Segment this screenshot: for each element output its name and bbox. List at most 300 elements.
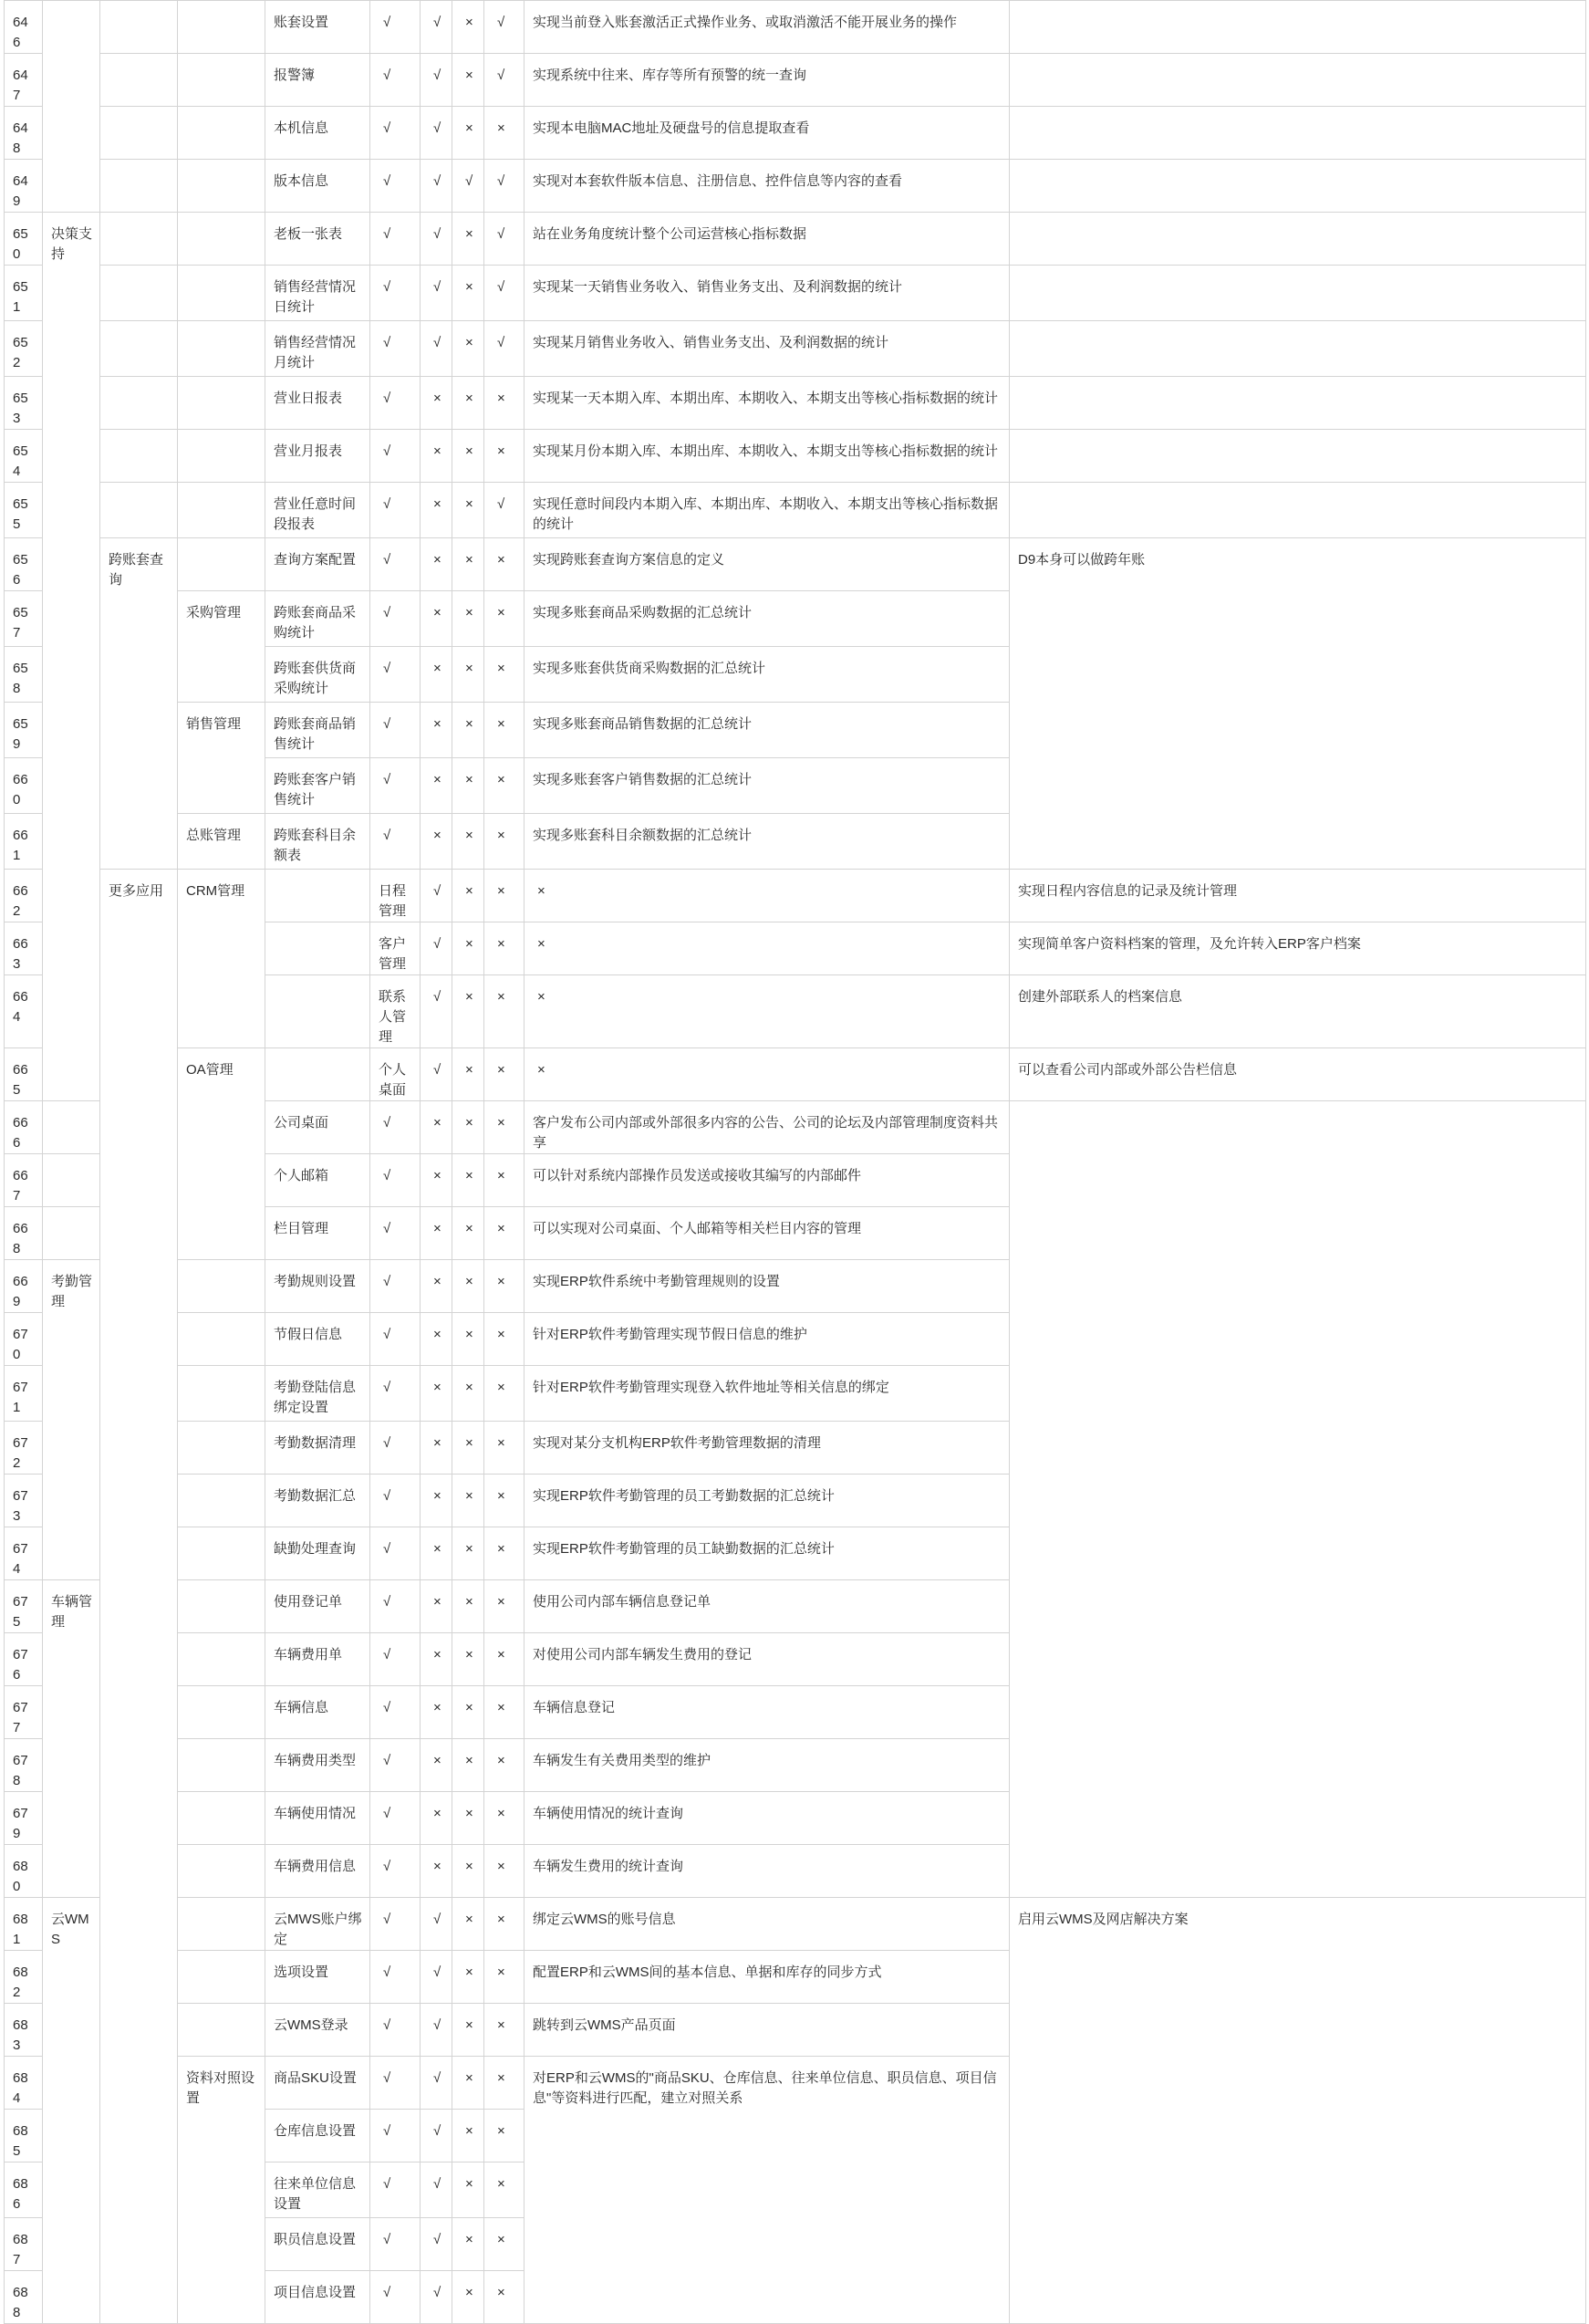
- remark-cell: [1010, 1, 1586, 54]
- mark-col3: ×: [484, 975, 524, 1048]
- category-cell: 更多应用: [100, 870, 178, 2324]
- mark-col3: ×: [452, 1366, 484, 1422]
- mark-col3: ×: [452, 814, 484, 870]
- mark-col4: ×: [484, 1260, 524, 1313]
- feature-name: 公司桌面: [265, 1101, 370, 1154]
- feature-description: 实现系统中往来、库存等所有预警的统一查询: [524, 54, 1010, 107]
- remark-cell: [1010, 430, 1586, 483]
- feature-name: 版本信息: [265, 160, 370, 213]
- feature-name: 使用登记单: [265, 1580, 370, 1633]
- mark-col2: ×: [452, 975, 484, 1048]
- mark-col2: ×: [421, 377, 452, 430]
- mark-col1: √: [370, 1207, 421, 1260]
- table-row: [5, 54, 1586, 107]
- row-number: 685: [5, 2110, 43, 2162]
- feature-description: 使用公司内部车辆信息登记单: [524, 1580, 1010, 1633]
- mark-col2: √: [421, 2110, 452, 2162]
- mark-col1: √: [370, 703, 421, 758]
- module-cell: [100, 321, 178, 377]
- table-row: [5, 107, 1586, 160]
- mark-col2: √: [421, 213, 452, 266]
- mark-col3: ×: [452, 107, 484, 160]
- module-cell: [100, 107, 178, 160]
- mark-col2: ×: [421, 1207, 452, 1260]
- row-number: 670: [5, 1313, 43, 1366]
- mark-col2: ×: [452, 922, 484, 975]
- mark-col4: ×: [484, 758, 524, 814]
- feature-description: 实现ERP软件系统中考勤管理规则的设置: [524, 1260, 1010, 1313]
- feature-description: 站在业务角度统计整个公司运营核心指标数据: [524, 213, 1010, 266]
- table-row: [5, 1366, 1586, 1422]
- feature-description: 针对ERP软件考勤管理实现登入软件地址等相关信息的绑定: [524, 1366, 1010, 1422]
- mark-col1: √: [370, 2004, 421, 2057]
- remark-cell: [1010, 107, 1586, 160]
- submodule-cell: [265, 975, 370, 1048]
- feature-description: 实现多账套供货商采购数据的汇总统计: [524, 647, 1010, 703]
- mark-col3: ×: [452, 54, 484, 107]
- feature-description: 客户发布公司内部或外部很多内容的公告、公司的论坛及内部管理制度资料共享: [524, 1101, 1010, 1154]
- row-number: 675: [5, 1580, 43, 1633]
- mark-col1: √: [370, 1739, 421, 1792]
- mark-col2: ×: [421, 1154, 452, 1207]
- feature-description: 实现ERP软件考勤管理的员工缺勤数据的汇总统计: [524, 1527, 1010, 1580]
- feature-name: 日程管理: [370, 870, 421, 922]
- feature-description: 对使用公司内部车辆发生费用的登记: [524, 1633, 1010, 1686]
- feature-name: 账套设置: [265, 1, 370, 54]
- row-number: 657: [5, 591, 43, 647]
- mark-col3: ×: [452, 758, 484, 814]
- mark-col4: ×: [484, 1792, 524, 1845]
- feature-description: 实现跨账套查询方案信息的定义: [524, 538, 1010, 591]
- mark-col3: ×: [452, 2057, 484, 2110]
- mark-col4: ×: [484, 1154, 524, 1207]
- feature-name: 本机信息: [265, 107, 370, 160]
- mark-col2: ×: [421, 1475, 452, 1527]
- mark-col1: √: [370, 1898, 421, 1951]
- remark-cell: [1010, 266, 1586, 321]
- feature-name: 跨账套客户销售统计: [265, 758, 370, 814]
- mark-col3: ×: [452, 1686, 484, 1739]
- feature-name: 营业日报表: [265, 377, 370, 430]
- mark-col1: √: [421, 870, 452, 922]
- mark-col2: ×: [421, 1739, 452, 1792]
- submodule-cell: 采购管理: [178, 591, 265, 703]
- feature-name: 车辆使用情况: [265, 1792, 370, 1845]
- mark-col3: ×: [452, 2218, 484, 2271]
- submodule-cell: [265, 1048, 370, 1101]
- table-row: [5, 1475, 1586, 1527]
- feature-description: 可以针对系统内部操作员发送或接收其编写的内部邮件: [524, 1154, 1010, 1207]
- row-number: 668: [5, 1207, 43, 1260]
- feature-name: 个人邮箱: [265, 1154, 370, 1207]
- mark-col2: ×: [452, 870, 484, 922]
- module-cell: [100, 483, 178, 538]
- submodule-cell: [178, 1527, 265, 1580]
- mark-col4: ×: [484, 703, 524, 758]
- category-cell: [43, 1, 100, 213]
- mark-col1: √: [370, 1527, 421, 1580]
- mark-col4: ×: [484, 814, 524, 870]
- module-cell: [100, 266, 178, 321]
- feature-name: 营业任意时间段报表: [265, 483, 370, 538]
- mark-col3: ×: [484, 870, 524, 922]
- row-number: 688: [5, 2271, 43, 2324]
- feature-name: 报警簿: [265, 54, 370, 107]
- mark-col3: ×: [452, 430, 484, 483]
- feature-name: 车辆费用类型: [265, 1739, 370, 1792]
- feature-description: 实现多账套科目余额数据的汇总统计: [524, 814, 1010, 870]
- mark-col2: √: [421, 2162, 452, 2218]
- mark-col2: ×: [421, 430, 452, 483]
- mark-col1: √: [370, 377, 421, 430]
- feature-description: 实现日程内容信息的记录及统计管理: [1010, 870, 1586, 922]
- mark-col1: √: [370, 1366, 421, 1422]
- row-number: 661: [5, 814, 43, 870]
- mark-col1: √: [370, 538, 421, 591]
- submodule-cell: [178, 1, 265, 54]
- mark-col1: √: [370, 1792, 421, 1845]
- feature-name: 云MWS账户绑定: [265, 1898, 370, 1951]
- feature-description: 跳转到云WMS产品页面: [524, 2004, 1010, 2057]
- module-cell: [100, 213, 178, 266]
- mark-col4: ×: [484, 1207, 524, 1260]
- feature-description: 实现某月份本期入库、本期出库、本期收入、本期支出等核心指标数据的统计: [524, 430, 1010, 483]
- remark-cell: [1010, 213, 1586, 266]
- mark-col2: ×: [421, 1527, 452, 1580]
- mark-col1: √: [370, 2162, 421, 2218]
- submodule-cell: [178, 321, 265, 377]
- row-number: 654: [5, 430, 43, 483]
- mark-col2: ×: [421, 591, 452, 647]
- feature-description: 实现ERP软件考勤管理的员工考勤数据的汇总统计: [524, 1475, 1010, 1527]
- row-number: 660: [5, 758, 43, 814]
- feature-description: 实现某一天销售业务收入、销售业务支出、及利润数据的统计: [524, 266, 1010, 321]
- submodule-cell: [43, 1207, 100, 1260]
- mark-col3: ×: [452, 1207, 484, 1260]
- mark-col2: √: [421, 1951, 452, 2004]
- module-cell: [100, 377, 178, 430]
- mark-col1: √: [370, 430, 421, 483]
- feature-name: 考勤登陆信息绑定设置: [265, 1366, 370, 1422]
- row-number: 682: [5, 1951, 43, 2004]
- feature-name: 跨账套商品采购统计: [265, 591, 370, 647]
- mark-col4: ×: [484, 591, 524, 647]
- feature-name: 客户管理: [370, 922, 421, 975]
- mark-col4: ×: [484, 1845, 524, 1898]
- module-cell: 车辆管理: [43, 1580, 100, 1898]
- mark-col4: ×: [484, 1898, 524, 1951]
- feature-name: 考勤数据清理: [265, 1422, 370, 1475]
- mark-col2: √: [421, 2004, 452, 2057]
- mark-col2: ×: [421, 1845, 452, 1898]
- module-cell: 考勤管理: [43, 1260, 100, 1580]
- mark-col3: √: [452, 160, 484, 213]
- mark-col2: √: [421, 1, 452, 54]
- row-number: 656: [5, 538, 43, 591]
- mark-col3: ×: [452, 1633, 484, 1686]
- feature-name: 跨账套供货商采购统计: [265, 647, 370, 703]
- mark-col4: ×: [484, 2110, 524, 2162]
- mark-col4: ×: [484, 1580, 524, 1633]
- mark-col4: ×: [484, 2218, 524, 2271]
- submodule-cell: [43, 1154, 100, 1207]
- row-number: 672: [5, 1422, 43, 1475]
- row-number: 665: [5, 1048, 43, 1101]
- row-number: 686: [5, 2162, 43, 2218]
- mark-col1: √: [370, 107, 421, 160]
- mark-col4: √: [484, 160, 524, 213]
- mark-col3: ×: [452, 1739, 484, 1792]
- mark-col3: ×: [452, 1154, 484, 1207]
- remark-cell: [1010, 54, 1586, 107]
- mark-col3: ×: [452, 1422, 484, 1475]
- feature-description: 针对ERP软件考勤管理实现节假日信息的维护: [524, 1313, 1010, 1366]
- mark-col3: ×: [452, 2004, 484, 2057]
- row-number: 646: [5, 1, 43, 54]
- table-row: [5, 1792, 1586, 1845]
- feature-name: 考勤规则设置: [265, 1260, 370, 1313]
- submodule-cell: [178, 1580, 265, 1633]
- row-number: 653: [5, 377, 43, 430]
- feature-name: 往来单位信息设置: [265, 2162, 370, 2218]
- mark-col3: ×: [452, 1845, 484, 1898]
- feature-name: 车辆信息: [265, 1686, 370, 1739]
- table-row: [5, 1686, 1586, 1739]
- mark-col2: ×: [421, 483, 452, 538]
- mark-col3: ×: [452, 1792, 484, 1845]
- mark-col2: √: [421, 2271, 452, 2324]
- feature-name: 选项设置: [265, 1951, 370, 2004]
- module-cell: [100, 1, 178, 54]
- table-row: [5, 1422, 1586, 1475]
- row-number: 674: [5, 1527, 43, 1580]
- submodule-cell: [178, 213, 265, 266]
- module-cell: 云WMS: [43, 1898, 100, 2324]
- feature-description: 配置ERP和云WMS间的基本信息、单据和库存的同步方式: [524, 1951, 1010, 2004]
- mark-col1: √: [370, 1154, 421, 1207]
- mark-col2: √: [421, 266, 452, 321]
- feature-name: 云WMS登录: [265, 2004, 370, 2057]
- mark-col3: ×: [452, 2162, 484, 2218]
- submodule-cell: 总账管理: [178, 814, 265, 870]
- row-number: 678: [5, 1739, 43, 1792]
- row-number: 684: [5, 2057, 43, 2110]
- feature-name: 仓库信息设置: [265, 2110, 370, 2162]
- mark-col3: ×: [452, 538, 484, 591]
- table-row: [5, 430, 1586, 483]
- remark-cell: [1010, 483, 1586, 538]
- mark-col2: ×: [452, 1048, 484, 1101]
- feature-name: 考勤数据汇总: [265, 1475, 370, 1527]
- submodule-cell: [43, 1101, 100, 1154]
- mark-col4: ×: [484, 377, 524, 430]
- table-row: [5, 1580, 1586, 1633]
- submodule-cell: [178, 1792, 265, 1845]
- submodule-cell: [265, 870, 370, 922]
- feature-name: 联系人管理: [370, 975, 421, 1048]
- mark-col4: √: [484, 1, 524, 54]
- module-cell: CRM管理: [178, 870, 265, 1048]
- feature-name: 跨账套商品销售统计: [265, 703, 370, 758]
- submodule-cell: 资料对照设置: [178, 2057, 265, 2324]
- submodule-cell: [178, 1633, 265, 1686]
- submodule-cell: [178, 54, 265, 107]
- feature-description: 车辆发生有关费用类型的维护: [524, 1739, 1010, 1792]
- mark-col4: ×: [484, 430, 524, 483]
- table-row: [5, 1527, 1586, 1580]
- mark-col1: √: [370, 1260, 421, 1313]
- mark-col1: √: [370, 483, 421, 538]
- row-number: 647: [5, 54, 43, 107]
- mark-col4: ×: [484, 2271, 524, 2324]
- submodule-cell: [178, 1260, 265, 1313]
- table-row: [5, 160, 1586, 213]
- mark-col3: ×: [452, 1580, 484, 1633]
- feature-name: 职员信息设置: [265, 2218, 370, 2271]
- mark-col3: ×: [452, 213, 484, 266]
- mark-col4: ×: [484, 1633, 524, 1686]
- mark-col3: ×: [484, 1048, 524, 1101]
- mark-col2: ×: [421, 1260, 452, 1313]
- mark-col3: ×: [452, 1101, 484, 1154]
- mark-col1: √: [370, 1101, 421, 1154]
- row-number: 681: [5, 1898, 43, 1951]
- mark-col4: ×: [484, 1101, 524, 1154]
- mark-col2: ×: [421, 647, 452, 703]
- submodule-cell: [178, 107, 265, 160]
- mark-col1: √: [370, 1951, 421, 2004]
- mark-col4: ×: [484, 2162, 524, 2218]
- mark-col4: √: [484, 54, 524, 107]
- mark-col1: √: [370, 1313, 421, 1366]
- mark-col4: √: [484, 321, 524, 377]
- feature-table: [4, 0, 1586, 2324]
- submodule-cell: [178, 483, 265, 538]
- mark-col4: ×: [484, 107, 524, 160]
- mark-col1: √: [370, 1633, 421, 1686]
- row-number: 662: [5, 870, 43, 922]
- row-number: 673: [5, 1475, 43, 1527]
- feature-description: 可以查看公司内部或外部公告栏信息: [1010, 1048, 1586, 1101]
- row-number: 650: [5, 213, 43, 266]
- row-number: 671: [5, 1366, 43, 1422]
- mark-col4: ×: [484, 1951, 524, 2004]
- module-cell: [100, 54, 178, 107]
- mark-col1: √: [370, 266, 421, 321]
- feature-name: 销售经营情况月统计: [265, 321, 370, 377]
- mark-col1: √: [370, 160, 421, 213]
- module-cell: OA管理: [178, 1048, 265, 1260]
- mark-col2: ×: [421, 1792, 452, 1845]
- mark-col4: ×: [484, 1686, 524, 1739]
- remark-cell: [1010, 377, 1586, 430]
- feature-name: 车辆费用单: [265, 1633, 370, 1686]
- mark-col2: ×: [421, 1366, 452, 1422]
- feature-description: 实现任意时间段内本期入库、本期出库、本期收入、本期支出等核心指标数据的统计: [524, 483, 1010, 538]
- mark-col1: √: [370, 2057, 421, 2110]
- row-number: 680: [5, 1845, 43, 1898]
- remark-cell: D9本身可以做跨年账: [1010, 538, 1586, 870]
- feature-description: 实现某月销售业务收入、销售业务支出、及利润数据的统计: [524, 321, 1010, 377]
- mark-col1: √: [370, 1580, 421, 1633]
- mark-col3: ×: [452, 1313, 484, 1366]
- mark-col2: ×: [421, 1101, 452, 1154]
- mark-col1: √: [370, 2218, 421, 2271]
- mark-col3: ×: [452, 266, 484, 321]
- mark-col4: ×: [524, 975, 1010, 1048]
- mark-col4: ×: [484, 1475, 524, 1527]
- mark-col4: ×: [484, 1366, 524, 1422]
- mark-col1: √: [370, 591, 421, 647]
- mark-col1: √: [370, 1, 421, 54]
- mark-col1: √: [370, 2110, 421, 2162]
- mark-col4: √: [484, 213, 524, 266]
- table-row: [5, 321, 1586, 377]
- row-number: 666: [5, 1101, 43, 1154]
- mark-col1: √: [370, 758, 421, 814]
- feature-description: 实现多账套客户销售数据的汇总统计: [524, 758, 1010, 814]
- mark-col4: ×: [524, 870, 1010, 922]
- mark-col3: ×: [452, 1475, 484, 1527]
- feature-description: 实现多账套商品销售数据的汇总统计: [524, 703, 1010, 758]
- mark-col2: √: [421, 2218, 452, 2271]
- mark-col2: ×: [421, 538, 452, 591]
- feature-description: 实现对某分支机构ERP软件考勤管理数据的清理: [524, 1422, 1010, 1475]
- feature-description: 实现当前登入账套激活正式操作业务、或取消激活不能开展业务的操作: [524, 1, 1010, 54]
- row-number: 652: [5, 321, 43, 377]
- submodule-cell: [178, 377, 265, 430]
- mark-col2: √: [421, 160, 452, 213]
- mark-col2: √: [421, 2057, 452, 2110]
- mark-col3: ×: [452, 1, 484, 54]
- mark-col1: √: [370, 321, 421, 377]
- mark-col3: ×: [452, 1898, 484, 1951]
- feature-description: 对ERP和云WMS的"商品SKU、仓库信息、往来单位信息、职员信息、项目信息"等资料进行匹配，建立对照关系: [524, 2057, 1010, 2324]
- submodule-cell: [178, 2004, 265, 2057]
- submodule-cell: [178, 1366, 265, 1422]
- feature-description: 实现某一天本期入库、本期出库、本期收入、本期支出等核心指标数据的统计: [524, 377, 1010, 430]
- row-number: 663: [5, 922, 43, 975]
- submodule-cell: [265, 922, 370, 975]
- mark-col4: ×: [484, 1313, 524, 1366]
- feature-description: 实现对本套软件版本信息、注册信息、控件信息等内容的查看: [524, 160, 1010, 213]
- row-number: 648: [5, 107, 43, 160]
- feature-name: 车辆费用信息: [265, 1845, 370, 1898]
- mark-col4: √: [484, 266, 524, 321]
- feature-description: 实现本电脑MAC地址及硬盘号的信息提取查看: [524, 107, 1010, 160]
- mark-col2: √: [421, 321, 452, 377]
- category-cell: 决策支持: [43, 213, 100, 1101]
- mark-col2: √: [421, 54, 452, 107]
- mark-col2: ×: [421, 1580, 452, 1633]
- submodule-cell: [178, 1951, 265, 2004]
- feature-name: 营业月报表: [265, 430, 370, 483]
- mark-col3: ×: [452, 703, 484, 758]
- mark-col2: √: [421, 107, 452, 160]
- row-number: 676: [5, 1633, 43, 1686]
- table-row: [5, 1260, 1586, 1313]
- submodule-cell: [178, 1845, 265, 1898]
- feature-description: 实现多账套商品采购数据的汇总统计: [524, 591, 1010, 647]
- feature-description: 可以实现对公司桌面、个人邮箱等相关栏目内容的管理: [524, 1207, 1010, 1260]
- row-number: 664: [5, 975, 43, 1048]
- mark-col3: ×: [452, 591, 484, 647]
- feature-name: 查询方案配置: [265, 538, 370, 591]
- mark-col2: ×: [421, 1686, 452, 1739]
- mark-col3: ×: [452, 483, 484, 538]
- submodule-cell: [178, 1313, 265, 1366]
- mark-col3: ×: [452, 1260, 484, 1313]
